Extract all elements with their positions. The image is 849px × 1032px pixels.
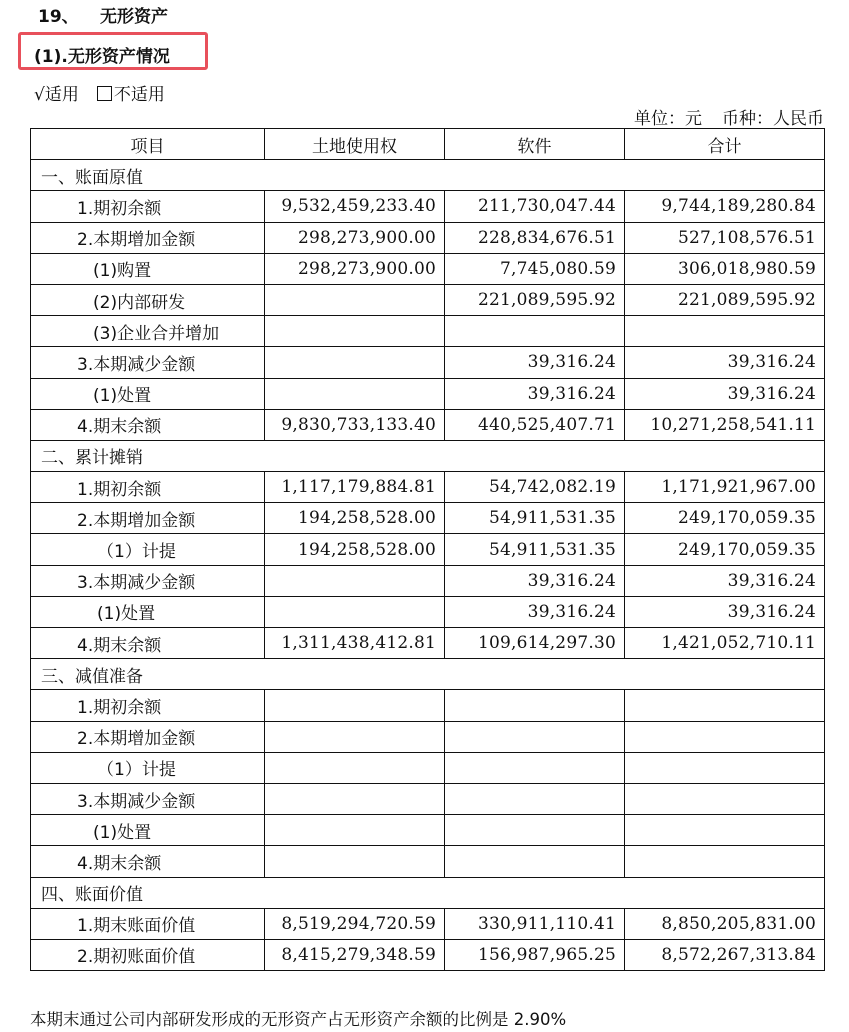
currency-label: 币种：人民币 (722, 109, 824, 129)
software-value: 156,987,965.25 (445, 939, 625, 970)
row-label: （1）计提 (31, 752, 265, 783)
total-value: 39,316.24 (625, 596, 825, 627)
table-row (31, 596, 825, 627)
total-value (625, 783, 825, 814)
total-value: 221,089,595.92 (625, 284, 825, 315)
section-title-cell: 四、账面价值 (31, 877, 825, 908)
row-label: 1.期初余额 (31, 191, 265, 222)
total-value (625, 721, 825, 752)
table-header-row (31, 129, 825, 160)
row-label: (2)内部研发 (31, 284, 265, 315)
subsection-title: (1).无形资产情况 (34, 47, 170, 67)
row-label: 4.期末余额 (31, 409, 265, 440)
land-use-rights-value (265, 565, 445, 596)
table-row (31, 908, 825, 939)
software-value (445, 721, 625, 752)
header-land-use-rights: 土地使用权 (265, 129, 445, 160)
section-title-cell: 三、减值准备 (31, 659, 825, 690)
table-row (31, 191, 825, 222)
software-value (445, 690, 625, 721)
land-use-rights-value (265, 284, 445, 315)
land-use-rights-value: 298,273,900.00 (265, 222, 445, 253)
row-label: （1）计提 (31, 534, 265, 565)
table-row (31, 409, 825, 440)
table-row (31, 846, 825, 877)
section-title-cell: 一、账面原值 (31, 160, 825, 191)
software-value (445, 752, 625, 783)
unit-label: 单位：元 (634, 109, 702, 129)
total-value: 39,316.24 (625, 565, 825, 596)
row-label: 2.本期增加金额 (31, 222, 265, 253)
total-value: 249,170,059.35 (625, 503, 825, 534)
total-value: 527,108,576.51 (625, 222, 825, 253)
software-value: 54,911,531.35 (445, 503, 625, 534)
applicable-option: √适用 (34, 85, 79, 105)
header-total: 合计 (625, 129, 825, 160)
row-label: 4.期末余额 (31, 628, 265, 659)
table-row (31, 690, 825, 721)
software-value (445, 783, 625, 814)
section-row (31, 440, 825, 471)
not-applicable-option: 不适用 (113, 85, 165, 105)
row-label: 1.期末账面价值 (31, 908, 265, 939)
total-value (625, 752, 825, 783)
land-use-rights-value: 1,311,438,412.81 (265, 628, 445, 659)
total-value: 8,850,205,831.00 (625, 908, 825, 939)
table-row (31, 472, 825, 503)
software-value: 228,834,676.51 (445, 222, 625, 253)
land-use-rights-value (265, 316, 445, 347)
table-row (31, 222, 825, 253)
land-use-rights-value (265, 347, 445, 378)
software-value: 54,742,082.19 (445, 472, 625, 503)
table-row (31, 503, 825, 534)
table-row (31, 378, 825, 409)
row-label: 2.本期增加金额 (31, 503, 265, 534)
land-use-rights-value (265, 815, 445, 846)
row-label: 1.期初余额 (31, 690, 265, 721)
row-label: 3.本期减少金额 (31, 783, 265, 814)
software-value: 7,745,080.59 (445, 253, 625, 284)
software-value: 39,316.24 (445, 378, 625, 409)
total-value: 39,316.24 (625, 378, 825, 409)
empty-checkbox-icon (97, 86, 112, 101)
row-label: (1)购置 (31, 253, 265, 284)
software-value (445, 815, 625, 846)
section-row (31, 160, 825, 191)
land-use-rights-value: 298,273,900.00 (265, 253, 445, 284)
land-use-rights-value: 8,519,294,720.59 (265, 908, 445, 939)
software-value: 39,316.24 (445, 565, 625, 596)
land-use-rights-value: 1,117,179,884.81 (265, 472, 445, 503)
row-label: 1.期初余额 (31, 472, 265, 503)
row-label: (3)企业合并增加 (31, 316, 265, 347)
total-value: 306,018,980.59 (625, 253, 825, 284)
table-row (31, 534, 825, 565)
land-use-rights-value (265, 752, 445, 783)
table-row (31, 721, 825, 752)
table-row (31, 565, 825, 596)
software-value: 39,316.24 (445, 347, 625, 378)
software-value: 440,525,407.71 (445, 409, 625, 440)
row-label: 3.本期减少金额 (31, 347, 265, 378)
software-value: 109,614,297.30 (445, 628, 625, 659)
land-use-rights-value: 9,532,459,233.40 (265, 191, 445, 222)
software-value: 211,730,047.44 (445, 191, 625, 222)
section-row (31, 877, 825, 908)
total-value (625, 316, 825, 347)
footnote: 本期末通过公司内部研发形成的无形资产占无形资产余额的比例是 2.90% (30, 1010, 567, 1029)
software-value: 54,911,531.35 (445, 534, 625, 565)
table-row (31, 284, 825, 315)
land-use-rights-value: 194,258,528.00 (265, 534, 445, 565)
total-value: 1,421,052,710.11 (625, 628, 825, 659)
total-value: 8,572,267,313.84 (625, 939, 825, 970)
total-value: 1,171,921,967.00 (625, 472, 825, 503)
section-number: 19、 (38, 7, 79, 27)
table-row (31, 347, 825, 378)
software-value (445, 316, 625, 347)
land-use-rights-value (265, 783, 445, 814)
row-label: 2.本期增加金额 (31, 721, 265, 752)
table-row (31, 783, 825, 814)
software-value: 330,911,110.41 (445, 908, 625, 939)
table-row (31, 628, 825, 659)
table-row (31, 316, 825, 347)
row-label: 4.期末余额 (31, 846, 265, 877)
land-use-rights-value (265, 721, 445, 752)
section-title: 无形资产 (100, 7, 168, 27)
land-use-rights-value (265, 596, 445, 627)
unit-line (634, 104, 824, 129)
total-value (625, 846, 825, 877)
software-value: 39,316.24 (445, 596, 625, 627)
section-heading (38, 2, 168, 27)
total-value (625, 815, 825, 846)
land-use-rights-value: 9,830,733,133.40 (265, 409, 445, 440)
header-software: 软件 (445, 129, 625, 160)
row-label: (1)处置 (31, 815, 265, 846)
applicability-options (34, 80, 165, 105)
software-value (445, 846, 625, 877)
header-item: 项目 (31, 129, 265, 160)
section-title-cell: 二、累计摊销 (31, 440, 825, 471)
table-row (31, 815, 825, 846)
table-row (31, 253, 825, 284)
row-label: (1)处置 (31, 378, 265, 409)
total-value: 10,271,258,541.11 (625, 409, 825, 440)
table-row (31, 752, 825, 783)
total-value: 9,744,189,280.84 (625, 191, 825, 222)
row-label: 3.本期减少金额 (31, 565, 265, 596)
land-use-rights-value: 8,415,279,348.59 (265, 939, 445, 970)
land-use-rights-value (265, 846, 445, 877)
total-value: 39,316.24 (625, 347, 825, 378)
land-use-rights-value: 194,258,528.00 (265, 503, 445, 534)
section-row (31, 659, 825, 690)
table-row (31, 939, 825, 970)
total-value: 249,170,059.35 (625, 534, 825, 565)
total-value (625, 690, 825, 721)
software-value: 221,089,595.92 (445, 284, 625, 315)
land-use-rights-value (265, 690, 445, 721)
row-label: (1)处置 (31, 596, 265, 627)
intangible-assets-table (30, 128, 825, 971)
row-label: 2.期初账面价值 (31, 939, 265, 970)
table-body (31, 160, 825, 971)
land-use-rights-value (265, 378, 445, 409)
